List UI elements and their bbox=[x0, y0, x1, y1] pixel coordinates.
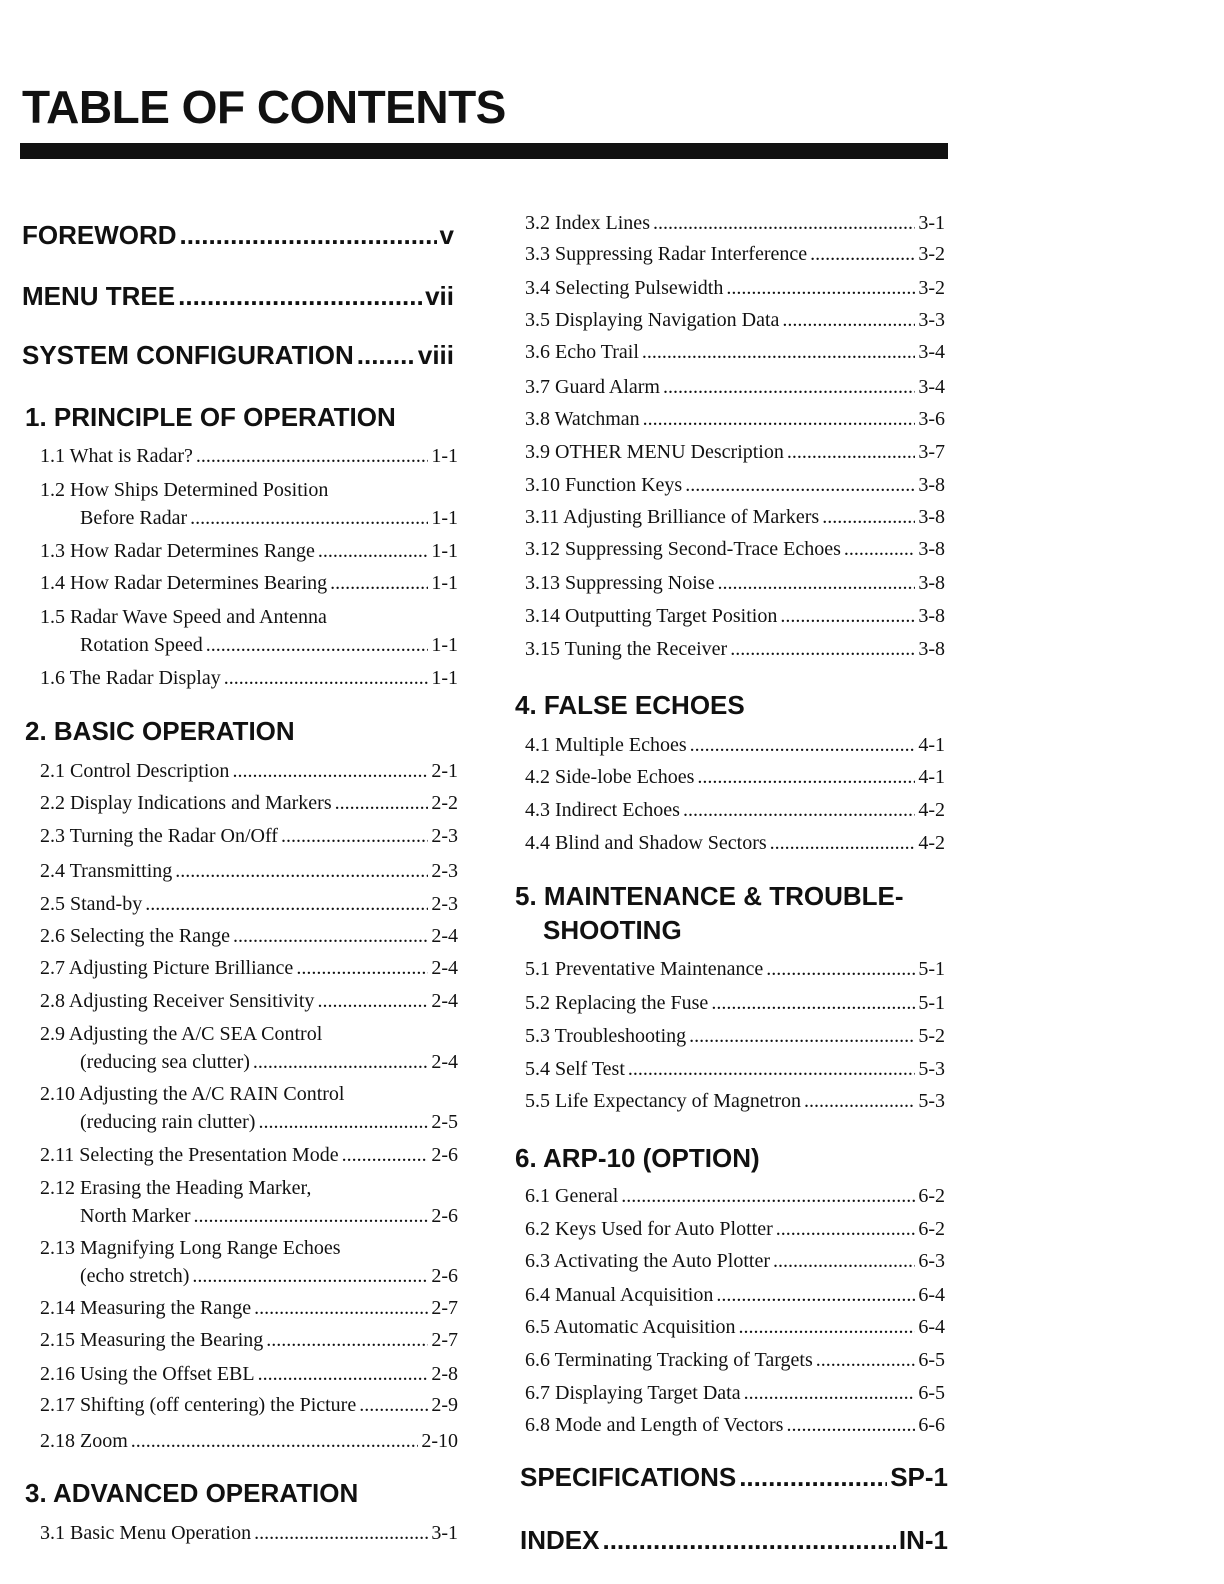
toc-entry[interactable] bbox=[40, 1329, 458, 1352]
page-number: 1-1 bbox=[431, 540, 458, 562]
dot-leader bbox=[335, 792, 429, 815]
dot-leader bbox=[190, 507, 428, 530]
toc-entry-label: 6.7 Displaying Target Data bbox=[525, 1382, 741, 1404]
toc-entry[interactable] bbox=[80, 507, 458, 530]
toc-entry[interactable] bbox=[525, 1382, 945, 1405]
section-heading bbox=[515, 688, 745, 722]
page-number: 6-4 bbox=[918, 1316, 945, 1338]
page-number: 2-1 bbox=[431, 760, 458, 782]
dot-leader bbox=[822, 506, 915, 529]
toc-entry[interactable] bbox=[525, 538, 945, 561]
page-number: 1-1 bbox=[431, 667, 458, 689]
dot-leader bbox=[816, 1349, 916, 1372]
page-number: 2-4 bbox=[431, 957, 458, 979]
page-number: 1-1 bbox=[431, 572, 458, 594]
toc-entry-label: 2.3 Turning the Radar On/Off bbox=[40, 825, 278, 847]
toc-entry-label: (reducing rain clutter) bbox=[80, 1111, 256, 1133]
toc-entry[interactable] bbox=[525, 408, 945, 431]
toc-entry[interactable] bbox=[40, 540, 458, 563]
toc-entry-label: 3.13 Suppressing Noise bbox=[525, 572, 715, 594]
dot-leader bbox=[690, 734, 916, 757]
toc-entry-label: 2.2 Display Indications and Markers bbox=[40, 792, 332, 814]
toc-entry[interactable] bbox=[525, 958, 945, 981]
page-number: 2-3 bbox=[431, 893, 458, 915]
page-number: 6-5 bbox=[918, 1382, 945, 1404]
page-number: viii bbox=[417, 340, 454, 370]
dot-leader bbox=[192, 1265, 428, 1288]
toc-entry-label: 3.3 Suppressing Radar Interference bbox=[525, 243, 808, 265]
toc-entry-label: MENU TREE bbox=[22, 281, 176, 311]
toc-entry-label: (reducing sea clutter) bbox=[80, 1051, 250, 1073]
toc-entry[interactable] bbox=[525, 734, 945, 757]
toc-entry[interactable] bbox=[525, 572, 945, 595]
page-number: 3-8 bbox=[918, 638, 945, 660]
toc-entry[interactable] bbox=[40, 860, 458, 883]
dot-leader bbox=[178, 281, 422, 312]
toc-entry-label[interactable]: 2.10 Adjusting the A/C RAIN Control bbox=[40, 1083, 345, 1105]
toc-entry[interactable] bbox=[525, 277, 945, 300]
dot-leader bbox=[773, 1250, 915, 1273]
page-number: 2-8 bbox=[431, 1363, 458, 1385]
toc-entry-label: 3.8 Watchman bbox=[525, 408, 640, 430]
toc-entry-label: 5.5 Life Expectancy of Magnetron bbox=[525, 1090, 802, 1112]
dot-leader bbox=[258, 1363, 429, 1386]
page-number: 6-2 bbox=[918, 1218, 945, 1240]
page-number: 4-1 bbox=[918, 766, 945, 788]
toc-entry[interactable] bbox=[525, 212, 945, 235]
toc-entry-label[interactable]: 2.13 Magnifying Long Range Echoes bbox=[40, 1237, 341, 1259]
page-number: 2-10 bbox=[421, 1430, 458, 1452]
toc-entry-label: SPECIFICATIONS bbox=[520, 1462, 737, 1492]
toc-entry[interactable] bbox=[525, 766, 945, 789]
heading-line: SHOOTING bbox=[543, 915, 682, 945]
section-heading bbox=[25, 1476, 358, 1510]
toc-entry-label: 5.1 Preventative Maintenance bbox=[525, 958, 764, 980]
section-heading bbox=[515, 1141, 760, 1175]
toc-entry[interactable] bbox=[80, 1205, 458, 1228]
toc-entry[interactable] bbox=[40, 445, 458, 468]
dot-leader bbox=[175, 860, 428, 883]
dot-leader bbox=[643, 408, 916, 431]
page-number: 4-1 bbox=[918, 734, 945, 756]
toc-entry[interactable] bbox=[40, 1522, 458, 1545]
toc-entry[interactable] bbox=[525, 1090, 945, 1113]
toc-entry-label: 3.10 Function Keys bbox=[525, 474, 683, 496]
page-number: IN-1 bbox=[898, 1525, 948, 1555]
toc-entry-label: 1.3 How Radar Determines Range bbox=[40, 540, 315, 562]
dot-leader bbox=[317, 990, 428, 1013]
toc-entry-label: 2.4 Transmitting bbox=[40, 860, 173, 882]
dot-leader bbox=[730, 638, 915, 661]
page-number: 6-5 bbox=[918, 1349, 945, 1371]
heading-line: 1. PRINCIPLE OF OPERATION bbox=[25, 402, 396, 432]
page-number: 3-8 bbox=[918, 572, 945, 594]
section-heading bbox=[515, 879, 904, 947]
toc-entry[interactable] bbox=[40, 990, 458, 1013]
page-number: vii bbox=[425, 281, 454, 311]
toc-entry-label[interactable]: 1.5 Radar Wave Speed and Antenna bbox=[40, 606, 327, 628]
toc-entry-label: 3.9 OTHER MENU Description bbox=[525, 441, 784, 463]
title-rule bbox=[20, 143, 948, 159]
toc-entry-label: North Marker bbox=[80, 1205, 191, 1227]
dot-leader bbox=[716, 1284, 915, 1307]
section-heading bbox=[25, 714, 295, 748]
page-number: 5-3 bbox=[918, 1058, 945, 1080]
toc-entry-label: 2.15 Measuring the Bearing bbox=[40, 1329, 264, 1351]
toc-entry[interactable] bbox=[525, 1284, 945, 1307]
toc-entry[interactable] bbox=[525, 638, 945, 661]
toc-entry-label: 2.7 Adjusting Picture Brilliance bbox=[40, 957, 294, 979]
page-number: 3-2 bbox=[918, 243, 945, 265]
toc-entry-label: 6.3 Activating the Auto Plotter bbox=[525, 1250, 770, 1272]
dot-leader bbox=[697, 766, 915, 789]
heading-line: 2. BASIC OPERATION bbox=[25, 716, 295, 746]
dot-leader bbox=[744, 1382, 916, 1405]
toc-entry-label: SYSTEM CONFIGURATION bbox=[22, 340, 354, 370]
page-number: 5-3 bbox=[918, 1090, 945, 1112]
dot-leader bbox=[224, 667, 429, 690]
toc-entry[interactable] bbox=[40, 1394, 458, 1417]
dot-leader bbox=[232, 760, 428, 783]
toc-entry-label: 6.4 Manual Acquisition bbox=[525, 1284, 714, 1306]
heading-line: 5. MAINTENANCE & TROUBLE- bbox=[515, 881, 904, 911]
toc-entry-label: 2.14 Measuring the Range bbox=[40, 1297, 252, 1319]
toc-entry[interactable] bbox=[520, 1525, 948, 1556]
toc-entry-label: 6.8 Mode and Length of Vectors bbox=[525, 1414, 784, 1436]
page-number: 6-3 bbox=[918, 1250, 945, 1272]
page-number: 2-5 bbox=[431, 1111, 458, 1133]
toc-entry[interactable] bbox=[525, 243, 945, 266]
dot-leader bbox=[786, 1414, 915, 1437]
toc-entry-label: 3.5 Displaying Navigation Data bbox=[525, 309, 780, 331]
page-number: 2-4 bbox=[431, 1051, 458, 1073]
toc-entry-label: 2.11 Selecting the Presentation Mode bbox=[40, 1144, 339, 1166]
dot-leader bbox=[330, 572, 428, 595]
page-number: 3-4 bbox=[918, 341, 945, 363]
toc-entry[interactable] bbox=[525, 1058, 945, 1081]
page-number: 3-6 bbox=[918, 408, 945, 430]
page-number: 2-3 bbox=[431, 825, 458, 847]
toc-entry[interactable] bbox=[525, 1250, 945, 1273]
page-number: 2-4 bbox=[431, 990, 458, 1012]
page-title: TABLE OF CONTENTS bbox=[22, 81, 506, 133]
toc-entry-label: 3.6 Echo Trail bbox=[525, 341, 639, 363]
toc-entry[interactable] bbox=[525, 1025, 945, 1048]
page-number: 2-3 bbox=[431, 860, 458, 882]
dot-leader bbox=[258, 1111, 428, 1134]
toc-entry-label: Rotation Speed bbox=[80, 634, 203, 656]
toc-entry-label: 2.18 Zoom bbox=[40, 1430, 128, 1452]
dot-leader bbox=[359, 1394, 428, 1417]
toc-entry[interactable] bbox=[525, 605, 945, 628]
toc-entry-label: 3.2 Index Lines bbox=[525, 212, 650, 234]
toc-entry-label: 3.7 Guard Alarm bbox=[525, 376, 660, 398]
dot-leader bbox=[180, 220, 437, 251]
toc-entry-label: 5.2 Replacing the Fuse bbox=[525, 992, 709, 1014]
dot-leader bbox=[253, 1051, 428, 1074]
page-number: 1-1 bbox=[431, 507, 458, 529]
toc-entry[interactable] bbox=[22, 220, 454, 251]
toc-entry[interactable] bbox=[525, 376, 945, 399]
toc-entry-label: 4.4 Blind and Shadow Sectors bbox=[525, 832, 767, 854]
toc-entry[interactable] bbox=[80, 1265, 458, 1288]
toc-entry-label: 1.6 The Radar Display bbox=[40, 667, 221, 689]
toc-entry[interactable] bbox=[525, 441, 945, 464]
dot-leader bbox=[766, 958, 915, 981]
page-number: 3-8 bbox=[918, 506, 945, 528]
page-number: 2-2 bbox=[431, 792, 458, 814]
heading-line: 3. ADVANCED OPERATION bbox=[25, 1478, 359, 1508]
page-number: 3-2 bbox=[918, 277, 945, 299]
dot-leader bbox=[776, 1218, 916, 1241]
dot-leader bbox=[782, 309, 915, 332]
dot-leader bbox=[844, 538, 915, 561]
toc-entry[interactable] bbox=[40, 760, 458, 783]
page-number: v bbox=[439, 220, 454, 250]
page-number: 2-7 bbox=[431, 1329, 458, 1351]
toc-entry-label: 3.11 Adjusting Brilliance of Markers bbox=[525, 506, 820, 528]
toc-entry-label: 5.3 Troubleshooting bbox=[525, 1025, 687, 1047]
page-number: 4-2 bbox=[918, 832, 945, 854]
page-number: 3-8 bbox=[918, 605, 945, 627]
toc-entry-label: 6.6 Terminating Tracking of Targets bbox=[525, 1349, 813, 1371]
page-number: 3-8 bbox=[918, 474, 945, 496]
dot-leader bbox=[206, 634, 429, 657]
dot-leader bbox=[621, 1185, 915, 1208]
toc-entry[interactable] bbox=[80, 1111, 458, 1134]
dot-leader bbox=[780, 605, 915, 628]
page-number: 2-6 bbox=[431, 1205, 458, 1227]
dot-leader bbox=[663, 376, 915, 399]
toc-entry-label: 2.8 Adjusting Receiver Sensitivity bbox=[40, 990, 315, 1012]
page-number: 3-1 bbox=[918, 212, 945, 234]
toc-entry-label: 6.1 General bbox=[525, 1185, 619, 1207]
page-number: 1-1 bbox=[431, 445, 458, 467]
page-number: 2-7 bbox=[431, 1297, 458, 1319]
toc-entry[interactable] bbox=[22, 340, 454, 371]
page-number: 4-2 bbox=[918, 799, 945, 821]
heading-line: 6. ARP-10 (OPTION) bbox=[515, 1143, 760, 1173]
dot-leader bbox=[342, 1144, 429, 1167]
page-number: 2-6 bbox=[431, 1265, 458, 1287]
dot-leader bbox=[357, 340, 415, 371]
heading-line: 4. FALSE ECHOES bbox=[515, 690, 745, 720]
toc-entry-label: 1.4 How Radar Determines Bearing bbox=[40, 572, 328, 594]
page-number: 5-2 bbox=[918, 1025, 945, 1047]
toc-entry-label[interactable]: 2.9 Adjusting the A/C SEA Control bbox=[40, 1023, 323, 1045]
toc-entry-label: 3.12 Suppressing Second-Trace Echoes bbox=[525, 538, 841, 560]
page-number: 6-2 bbox=[918, 1185, 945, 1207]
toc-entry[interactable] bbox=[22, 281, 454, 312]
toc-entry[interactable] bbox=[40, 893, 458, 916]
dot-leader bbox=[739, 1462, 887, 1493]
toc-entry-label: 6.5 Automatic Acquisition bbox=[525, 1316, 736, 1338]
toc-entry[interactable] bbox=[40, 572, 458, 595]
dot-leader bbox=[787, 441, 915, 464]
toc-entry-label: 2.16 Using the Offset EBL bbox=[40, 1363, 255, 1385]
toc-entry[interactable] bbox=[525, 799, 945, 822]
page-number: 5-1 bbox=[918, 992, 945, 1014]
dot-leader bbox=[194, 1205, 429, 1228]
toc-entry[interactable] bbox=[525, 506, 945, 529]
dot-leader bbox=[233, 925, 428, 948]
dot-leader bbox=[145, 893, 428, 916]
toc-entry[interactable] bbox=[40, 1144, 458, 1167]
toc-entry[interactable] bbox=[40, 925, 458, 948]
dot-leader bbox=[131, 1430, 419, 1453]
toc-entry[interactable] bbox=[525, 1218, 945, 1241]
page-number: 2-6 bbox=[431, 1144, 458, 1166]
dot-leader bbox=[296, 957, 428, 980]
dot-leader bbox=[726, 277, 915, 300]
toc-entry[interactable] bbox=[40, 1363, 458, 1386]
dot-leader bbox=[628, 1058, 915, 1081]
toc-entry-label: 2.5 Stand-by bbox=[40, 893, 143, 915]
toc-entry[interactable] bbox=[525, 1185, 945, 1208]
toc-entry-label: Before Radar bbox=[80, 507, 188, 529]
dot-leader bbox=[318, 540, 428, 563]
dot-leader bbox=[653, 212, 915, 235]
toc-entry-label: 3.14 Outputting Target Position bbox=[525, 605, 778, 627]
toc-entry[interactable] bbox=[525, 474, 945, 497]
toc-entry-label: 2.1 Control Description bbox=[40, 760, 230, 782]
toc-entry-label: 6.2 Keys Used for Auto Plotter bbox=[525, 1218, 773, 1240]
toc-entry-label: (echo stretch) bbox=[80, 1265, 190, 1287]
toc-entry-label: FOREWORD bbox=[22, 220, 177, 250]
toc-entry[interactable] bbox=[525, 309, 945, 332]
toc-entry[interactable] bbox=[80, 634, 458, 657]
page-number: 3-7 bbox=[918, 441, 945, 463]
dot-leader bbox=[689, 1025, 915, 1048]
page-number: 6-6 bbox=[918, 1414, 945, 1436]
toc-entry-label: INDEX bbox=[520, 1525, 600, 1555]
toc-entry-label: 2.6 Selecting the Range bbox=[40, 925, 230, 947]
page-number: 2-9 bbox=[431, 1394, 458, 1416]
dot-leader bbox=[642, 341, 915, 364]
toc-entry-label: 4.1 Multiple Echoes bbox=[525, 734, 687, 756]
dot-leader bbox=[683, 799, 915, 822]
page-number: SP-1 bbox=[890, 1462, 948, 1492]
toc-entry-label: 5.4 Self Test bbox=[525, 1058, 625, 1080]
toc-entry[interactable] bbox=[40, 667, 458, 690]
dot-leader bbox=[804, 1090, 915, 1113]
toc-entry[interactable] bbox=[40, 957, 458, 980]
dot-leader bbox=[254, 1522, 428, 1545]
toc-entry-label[interactable]: 2.12 Erasing the Heading Marker, bbox=[40, 1177, 312, 1199]
toc-entry-label[interactable]: 1.2 How Ships Determined Position bbox=[40, 479, 329, 501]
toc-entry[interactable] bbox=[525, 1349, 945, 1372]
section-heading bbox=[25, 400, 396, 434]
page-number: 3-1 bbox=[431, 1522, 458, 1544]
dot-leader bbox=[602, 1525, 895, 1556]
toc-entry[interactable] bbox=[525, 1414, 945, 1437]
toc-entry[interactable] bbox=[525, 992, 945, 1015]
dot-leader bbox=[196, 445, 428, 468]
dot-leader bbox=[685, 474, 915, 497]
toc-entry[interactable] bbox=[40, 825, 458, 848]
toc-entry[interactable] bbox=[525, 832, 945, 855]
toc-entry-label: 2.17 Shifting (off centering) the Picture bbox=[40, 1394, 357, 1416]
dot-leader bbox=[254, 1297, 428, 1320]
dot-leader bbox=[739, 1316, 916, 1339]
toc-entry[interactable] bbox=[525, 341, 945, 364]
toc-entry-label: 3.1 Basic Menu Operation bbox=[40, 1522, 252, 1544]
page-number: 3-3 bbox=[918, 309, 945, 331]
toc-entry[interactable] bbox=[80, 1051, 458, 1074]
toc-entry[interactable] bbox=[40, 1297, 458, 1320]
page-number: 5-1 bbox=[918, 958, 945, 980]
dot-leader bbox=[266, 1329, 428, 1352]
toc-entry-label: 3.15 Tuning the Receiver bbox=[525, 638, 728, 660]
toc-entry[interactable] bbox=[525, 1316, 945, 1339]
page-number: 6-4 bbox=[918, 1284, 945, 1306]
page-number: 3-8 bbox=[918, 538, 945, 560]
dot-leader bbox=[770, 832, 916, 855]
dot-leader bbox=[717, 572, 915, 595]
toc-entry-label: 4.2 Side-lobe Echoes bbox=[525, 766, 695, 788]
dot-leader bbox=[281, 825, 428, 848]
page-number: 3-4 bbox=[918, 376, 945, 398]
page-number: 1-1 bbox=[431, 634, 458, 656]
toc-entry[interactable] bbox=[40, 1430, 458, 1453]
toc-entry[interactable] bbox=[40, 792, 458, 815]
toc-entry-label: 3.4 Selecting Pulsewidth bbox=[525, 277, 724, 299]
page-number: 2-4 bbox=[431, 925, 458, 947]
dot-leader bbox=[810, 243, 915, 266]
toc-entry-label: 4.3 Indirect Echoes bbox=[525, 799, 680, 821]
dot-leader bbox=[711, 992, 915, 1015]
toc-entry[interactable] bbox=[520, 1462, 948, 1493]
toc-entry-label: 1.1 What is Radar? bbox=[40, 445, 193, 467]
